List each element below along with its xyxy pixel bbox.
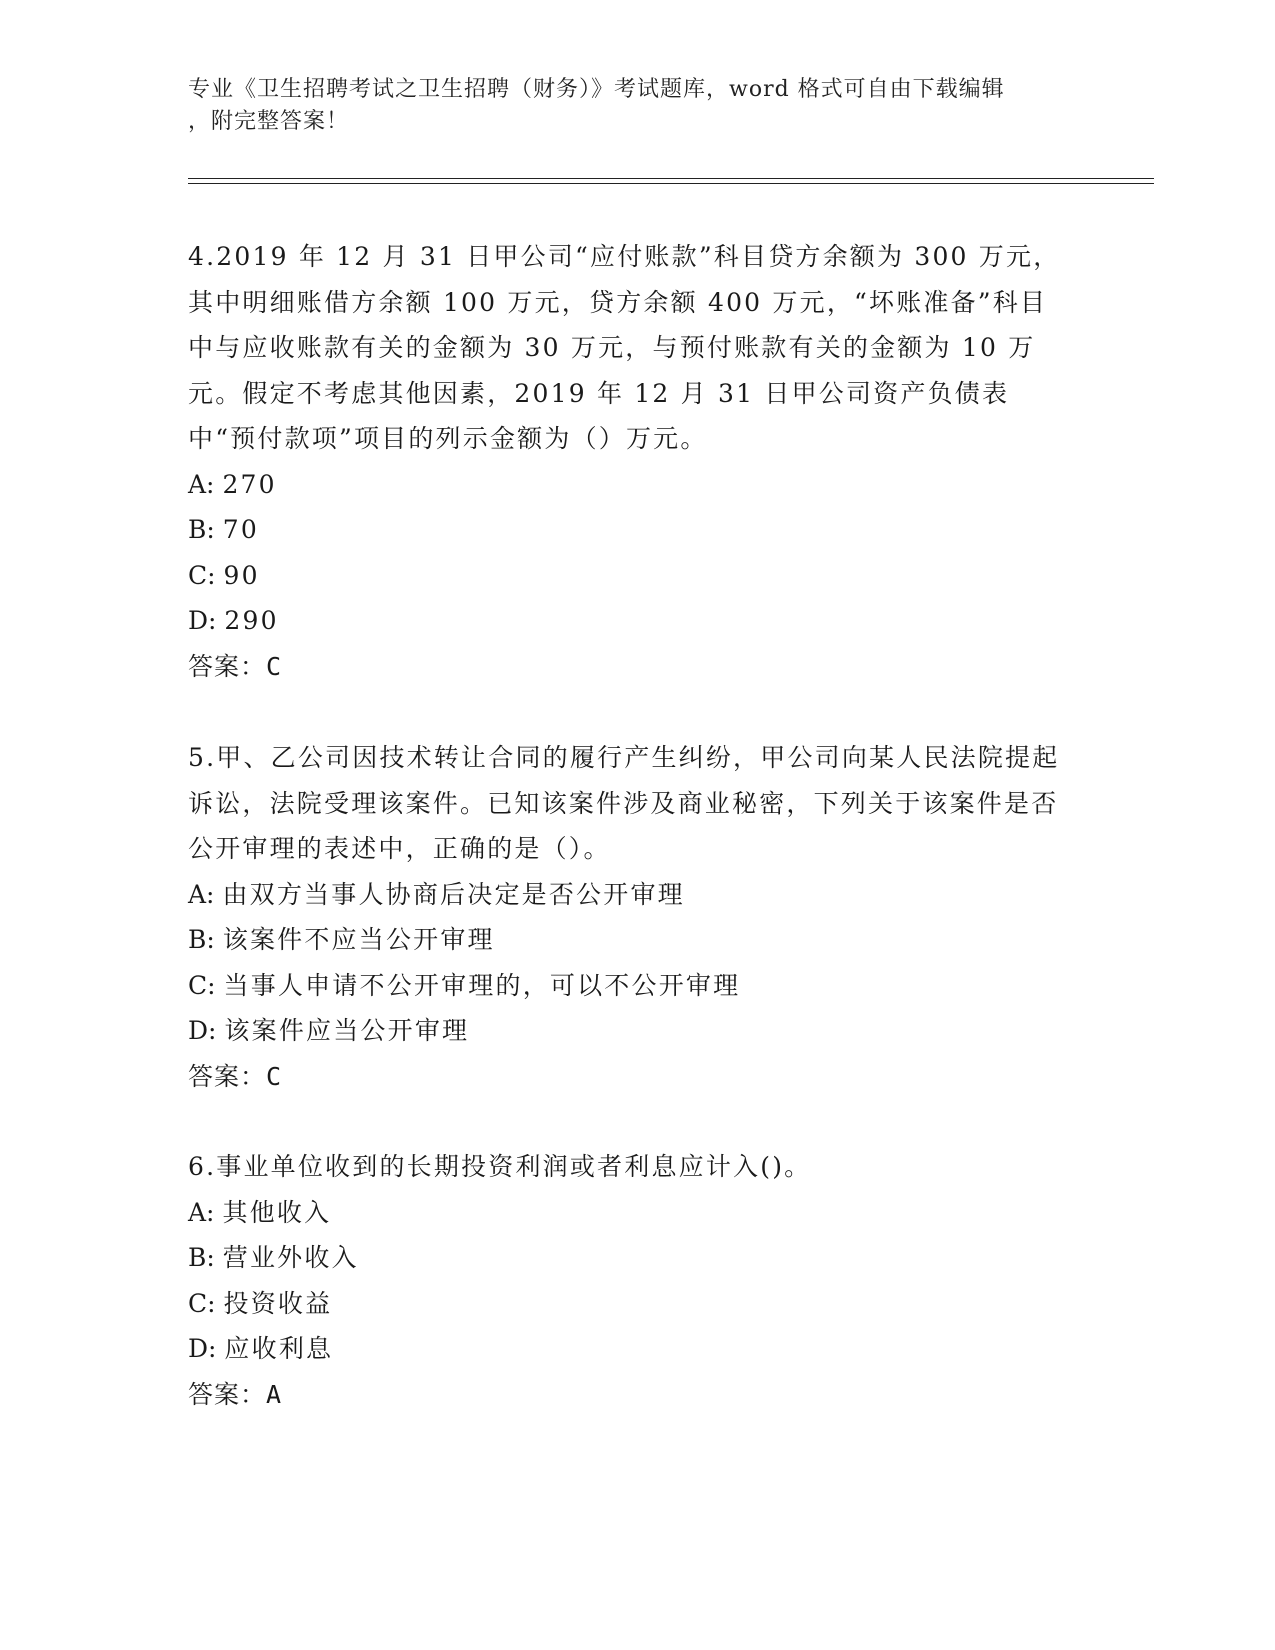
option-key: A: <box>188 469 223 499</box>
option-text: 应收利息 <box>224 1334 334 1363</box>
answer-line <box>188 1372 1068 1418</box>
option-key: B: <box>188 1243 223 1272</box>
option-text: 由双方当事人协商后决定是否公开审理 <box>222 879 685 909</box>
option-text: 其他收入 <box>222 1197 332 1227</box>
option-key: D: <box>188 1016 225 1045</box>
answer-label: 答案： <box>188 1061 267 1091</box>
option-key: D: <box>188 606 225 635</box>
answer-line <box>188 1054 1068 1100</box>
header-line-2: ，附完整答案！ <box>188 109 350 134</box>
option-text: 该案件不应当公开审理 <box>222 925 495 954</box>
option-key: A: <box>188 1197 223 1227</box>
answer-line <box>188 644 1068 690</box>
option-text: 该案件应当公开审理 <box>224 1016 470 1045</box>
option-text: 营业外收入 <box>222 1243 359 1272</box>
question-stem: 6.事业单位收到的长期投资利润或者利息应计入()。 <box>188 1152 812 1181</box>
option-key: B: <box>188 515 223 544</box>
answer-value: A <box>266 1379 283 1409</box>
option-text: 投资收益 <box>223 1288 333 1318</box>
option-key: A: <box>188 879 223 909</box>
question-stem: 4.2019 年 12 月 31 日甲公司“应付账款”科目贷方余额为 300 万元，其中明细账借方余额 100 万元，贷方余额 400 万元，“坏账准备”科目中与应收账款有关的金额为 30 万元，与预付账款有关的金额为 10 万元。假定不考虑其他因素，2019 年 12 月 31 日甲公司资产负债表中“预付款项”项目的列示金额为（）万元。 <box>188 242 1061 453</box>
option-key: C: <box>188 970 224 1000</box>
answer-label: 答案： <box>188 1379 267 1409</box>
answer-value: C <box>266 1061 283 1091</box>
option-d <box>188 1326 1068 1372</box>
option-text: 290 <box>224 606 279 635</box>
option-text: 70 <box>222 515 259 544</box>
option-a <box>188 462 1068 508</box>
option-key: B: <box>188 925 223 954</box>
option-text: 90 <box>223 560 260 590</box>
question-stem: 5.甲、乙公司因技术转让合同的履行产生纠纷，甲公司向某人民法院提起诉讼，法院受理该案件。已知该案件涉及商业秘密，下列关于该案件是否公开审理的表述中，正确的是（）。 <box>188 743 1060 863</box>
option-key: D: <box>188 1334 225 1363</box>
option-d <box>188 598 1068 644</box>
option-key: C: <box>188 1288 224 1318</box>
answer-label: 答案： <box>188 651 267 681</box>
option-text: 当事人申请不公开审理的，可以不公开审理 <box>223 970 741 1000</box>
option-d <box>188 1008 1068 1054</box>
option-a <box>188 872 1068 918</box>
answer-value: C <box>266 651 283 681</box>
option-c <box>188 963 1068 1009</box>
question-block <box>188 735 1068 1099</box>
header-divider-top <box>188 178 1154 179</box>
option-c <box>188 1281 1068 1327</box>
option-key: C: <box>188 560 224 590</box>
header-line-1: 专业《卫生招聘考试之卫生招聘（财务）》考试题库，word 格式可自由下载编辑 <box>188 77 1005 102</box>
option-b <box>188 507 1068 553</box>
option-b <box>188 1235 1068 1281</box>
header-divider-bottom <box>188 183 1154 184</box>
option-text: 270 <box>222 469 277 499</box>
document-header <box>188 74 1068 138</box>
option-c <box>188 553 1068 599</box>
option-b <box>188 917 1068 963</box>
question-block <box>188 234 1068 689</box>
question-block <box>188 1144 1068 1417</box>
option-a <box>188 1190 1068 1236</box>
